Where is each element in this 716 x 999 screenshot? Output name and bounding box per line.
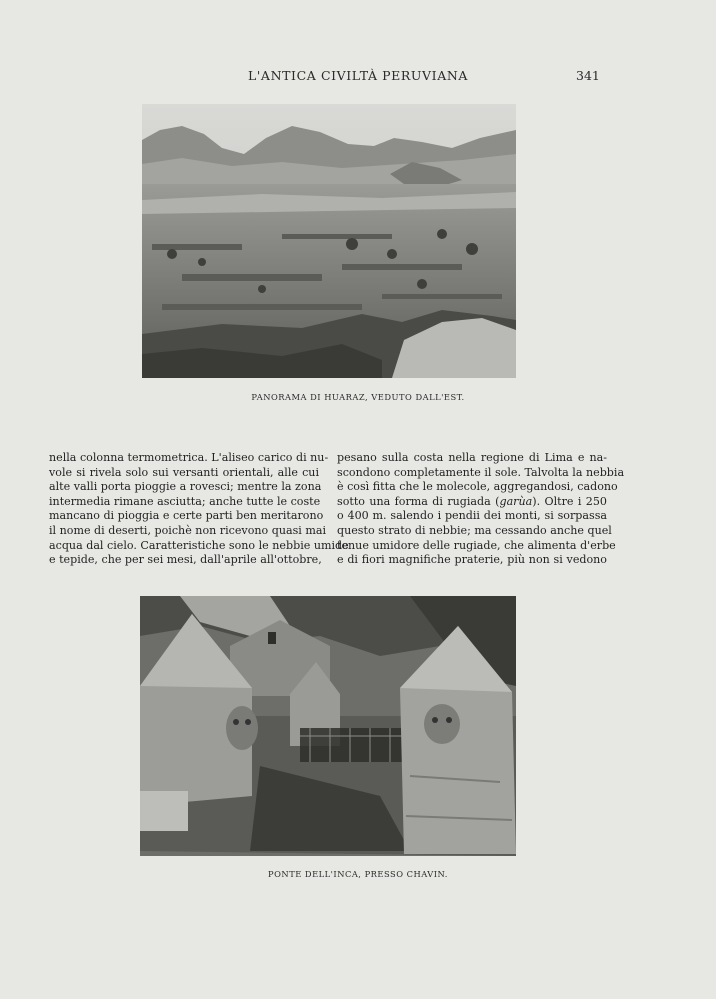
text-line: alte valli porta pioggie a rovesci; mentre la zona — [49, 480, 322, 494]
text-line: nella colonna termometrica. L'aliseo carico di nu- — [49, 451, 329, 464]
text-line: pesano sulla costa nella regione di Lima e na- — [337, 451, 607, 464]
text-line: e di fiori magnifiche praterie, più non si vedono — [337, 553, 607, 567]
page-number: 341 — [576, 68, 600, 83]
photo-ponte-inca — [140, 596, 516, 856]
photo-panorama-huaraz — [142, 104, 516, 378]
text-line: scondono completamente il sole. Talvolta la nebbia — [337, 465, 625, 479]
text-line: acqua dal cielo. Caratteristiche sono le nebbie umide — [49, 538, 349, 552]
text-line: questo strato di nebbie; ma cessando anche quel — [337, 523, 612, 537]
text-line: tenue umidore delle rugiade, che alimenta d'erbe — [337, 538, 616, 552]
text-line: o 400 m. salendo i pendii dei monti, si sorpassa — [337, 509, 607, 523]
figure-caption-1: PANORAMA DI HUARAZ, VEDUTO DALL'EST. — [251, 392, 465, 402]
text-line: mancano di pioggia e certe parti ben meritarono — [49, 509, 324, 523]
text-line: vole si rivela solo sui versanti orientali, alle cui — [49, 465, 319, 479]
text-column-right — [337, 451, 625, 568]
text-line: intermedia rimane asciutta; anche tutte le coste — [49, 494, 321, 508]
text-fragment-italic: garùa — [499, 494, 533, 508]
text-fragment: ). Oltre i 250 — [532, 494, 607, 508]
figure-caption-2: PONTE DELL'INCA, PRESSO CHAVIN. — [268, 869, 448, 879]
text-line: e tepide, che per sei mesi, dall'aprile all'ottobre, — [49, 553, 322, 567]
running-head-title: L'ANTICA CIVILTÀ PERUVIANA — [248, 68, 468, 83]
text-line: è così fitta che le molecole, aggregandosi, cadono — [337, 480, 618, 494]
text-fragment: sotto una forma di rugiada ( — [337, 494, 500, 508]
text-column-left — [49, 451, 349, 568]
text-line: il nome di deserti, poichè non ricevono quasi mai — [49, 523, 327, 537]
text-line-mixed — [337, 495, 607, 510]
